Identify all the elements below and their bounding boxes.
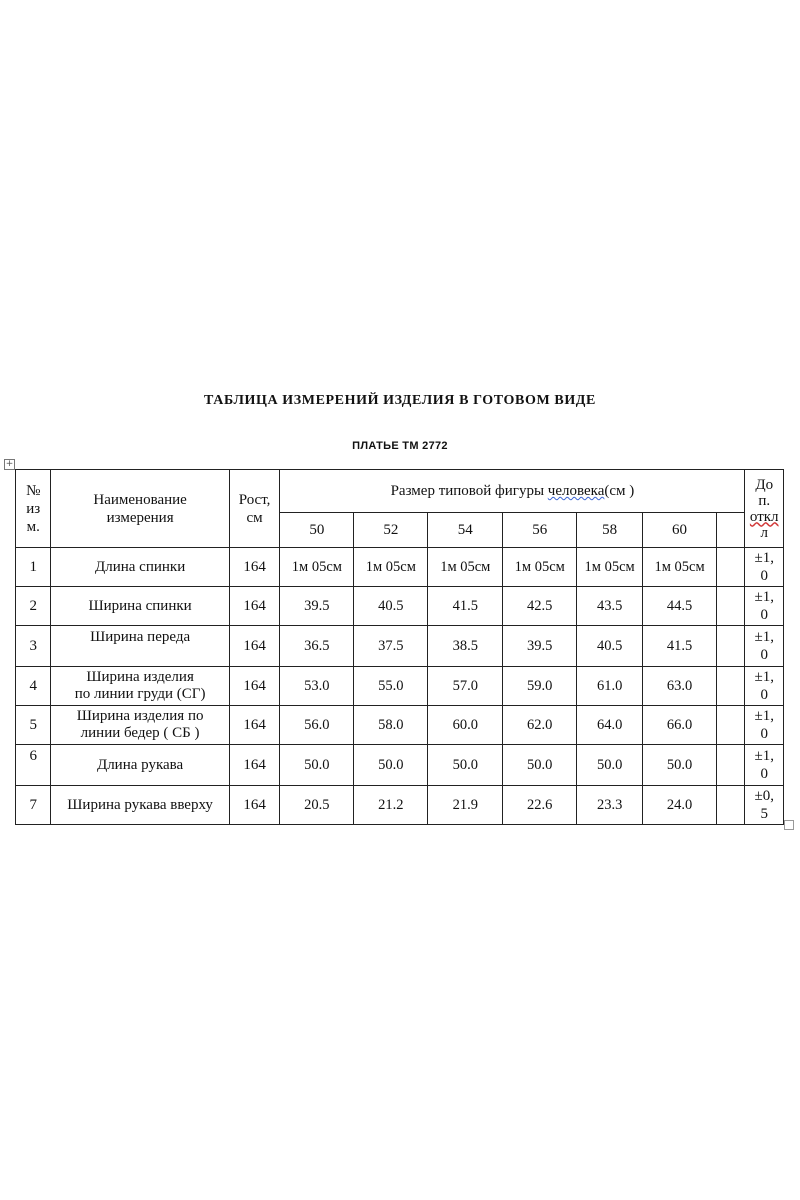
- cell-value: 41.5: [428, 587, 503, 626]
- tolerance: ±1, 0: [745, 667, 784, 706]
- row-height: 164: [229, 786, 280, 825]
- cell-value: 57.0: [428, 667, 503, 706]
- col-header-tolerance: До п. откл л: [745, 470, 784, 548]
- empty-cell: [717, 626, 745, 667]
- table-row: [16, 667, 784, 706]
- tolerance: ±1, 0: [745, 706, 784, 745]
- cell-value: 41.5: [643, 626, 717, 667]
- cell-value: 22.6: [503, 786, 577, 825]
- move-handle-icon[interactable]: +: [5, 459, 14, 469]
- empty-cell: [717, 548, 745, 587]
- measurement-name: Ширина рукава вверху: [51, 786, 229, 825]
- row-number: 6: [16, 745, 51, 786]
- cell-value: 36.5: [280, 626, 354, 667]
- cell-value: 64.0: [577, 706, 643, 745]
- measurement-name: Длина спинки: [51, 548, 229, 587]
- cell-value: 21.2: [354, 786, 428, 825]
- cell-value: 58.0: [354, 706, 428, 745]
- measurement-name: Ширина изделия по линии груди (СГ): [51, 667, 229, 706]
- cell-value: 50.0: [577, 745, 643, 786]
- row-height: 164: [229, 587, 280, 626]
- cell-value: 44.5: [643, 587, 717, 626]
- col-header-size-group: Размер типовой фигуры человека(см ): [280, 470, 745, 513]
- row-height: 164: [229, 626, 280, 667]
- resize-handle-icon[interactable]: [784, 820, 794, 830]
- measurements-table: [15, 469, 784, 825]
- cell-value: 60.0: [428, 706, 503, 745]
- header-row: [16, 470, 784, 513]
- cell-value: 1м 05см: [428, 548, 503, 587]
- cell-value: 50.0: [354, 745, 428, 786]
- cell-value: 20.5: [280, 786, 354, 825]
- tolerance: ±1, 0: [745, 548, 784, 587]
- document-title: ТАБЛИЦА ИЗМЕРЕНИЙ ИЗДЕЛИЯ В ГОТОВОМ ВИДЕ: [204, 393, 596, 408]
- cell-value: 1м 05см: [577, 548, 643, 587]
- cell-value: 53.0: [280, 667, 354, 706]
- empty-cell: [717, 587, 745, 626]
- cell-value: 56.0: [280, 706, 354, 745]
- cell-value: 61.0: [577, 667, 643, 706]
- cell-value: 23.3: [577, 786, 643, 825]
- size-header: 58: [577, 513, 643, 548]
- empty-cell: [717, 667, 745, 706]
- empty-cell: [717, 786, 745, 825]
- cell-value: 50.0: [503, 745, 577, 786]
- col-header-height: Рост, см: [229, 470, 280, 548]
- table-row: [16, 786, 784, 825]
- row-height: 164: [229, 548, 280, 587]
- cell-value: 50.0: [280, 745, 354, 786]
- table-row: [16, 548, 784, 587]
- measurement-name: Длина рукава: [51, 745, 229, 786]
- cell-value: 1м 05см: [280, 548, 354, 587]
- cell-value: 24.0: [643, 786, 717, 825]
- tolerance: ±0, 5: [745, 786, 784, 825]
- measurement-name: Ширина переда: [51, 626, 229, 667]
- row-number: 5: [16, 706, 51, 745]
- cell-value: 1м 05см: [503, 548, 577, 587]
- cell-value: 1м 05см: [643, 548, 717, 587]
- cell-value: 50.0: [428, 745, 503, 786]
- empty-cell: [717, 745, 745, 786]
- cell-value: 63.0: [643, 667, 717, 706]
- row-height: 164: [229, 706, 280, 745]
- size-header: 52: [354, 513, 428, 548]
- row-number: 2: [16, 587, 51, 626]
- size-header: 60: [643, 513, 717, 548]
- row-height: 164: [229, 667, 280, 706]
- tolerance: ±1, 0: [745, 587, 784, 626]
- cell-value: 66.0: [643, 706, 717, 745]
- cell-value: 39.5: [503, 626, 577, 667]
- table-row: [16, 745, 784, 786]
- cell-value: 37.5: [354, 626, 428, 667]
- table-row: [16, 706, 784, 745]
- col-header-number: № из м.: [16, 470, 51, 548]
- cell-value: 59.0: [503, 667, 577, 706]
- cell-value: 1м 05см: [354, 548, 428, 587]
- row-number: 1: [16, 548, 51, 587]
- cell-value: 39.5: [280, 587, 354, 626]
- row-number: 4: [16, 667, 51, 706]
- cell-value: 38.5: [428, 626, 503, 667]
- row-number: 7: [16, 786, 51, 825]
- cell-value: 40.5: [354, 587, 428, 626]
- row-height: 164: [229, 745, 280, 786]
- size-header: 54: [428, 513, 503, 548]
- cell-value: 40.5: [577, 626, 643, 667]
- cell-value: 43.5: [577, 587, 643, 626]
- table-row: [16, 587, 784, 626]
- empty-size-header: [717, 513, 745, 548]
- tolerance: ±1, 0: [745, 745, 784, 786]
- tolerance: ±1, 0: [745, 626, 784, 667]
- table-row: [16, 626, 784, 667]
- cell-value: 42.5: [503, 587, 577, 626]
- empty-cell: [717, 706, 745, 745]
- cell-value: 21.9: [428, 786, 503, 825]
- measurement-name: Ширина спинки: [51, 587, 229, 626]
- size-header: 56: [503, 513, 577, 548]
- measurement-name: Ширина изделия по линии бедер ( СБ ): [51, 706, 229, 745]
- cell-value: 50.0: [643, 745, 717, 786]
- size-header: 50: [280, 513, 354, 548]
- product-subtitle: ПЛАТЬЕ ТМ 2772: [352, 440, 448, 452]
- cell-value: 55.0: [354, 667, 428, 706]
- row-number: 3: [16, 626, 51, 667]
- cell-value: 62.0: [503, 706, 577, 745]
- col-header-name: Наименование измерения: [51, 470, 229, 548]
